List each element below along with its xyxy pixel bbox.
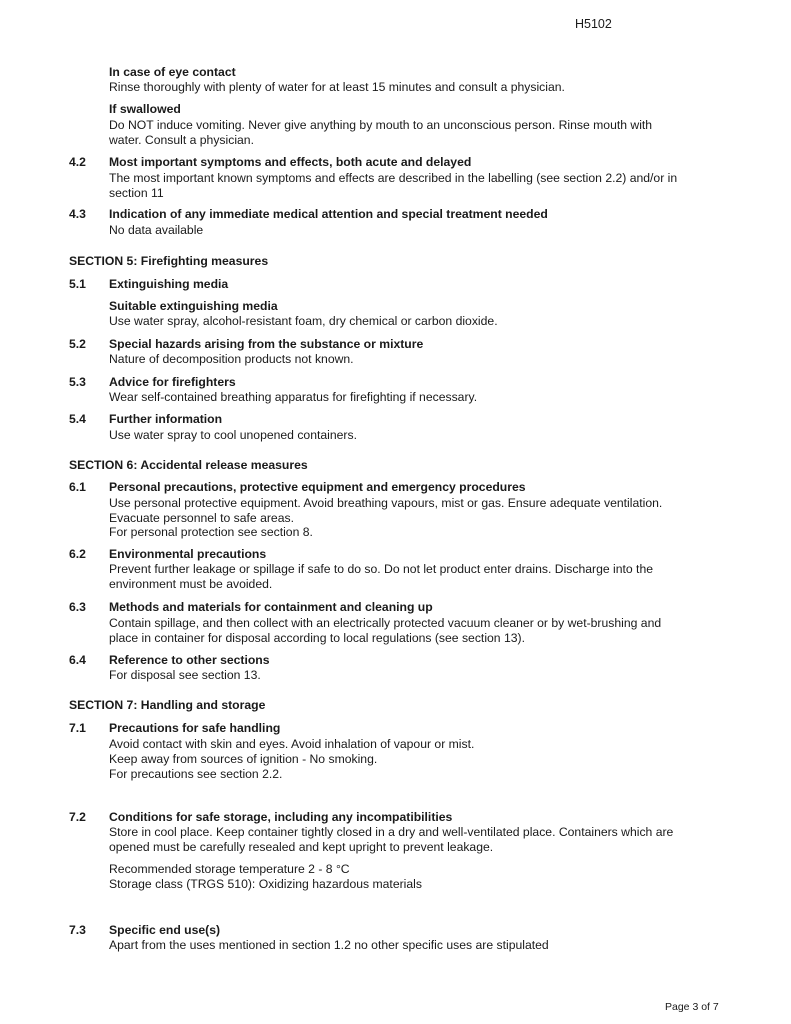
section-5-heading: SECTION 5: Firefighting measures bbox=[69, 254, 269, 268]
section-text-7-3: Apart from the uses mentioned in section 1.2 no other specific uses are stipulated bbox=[109, 938, 549, 952]
section-text-7-2-storage-temp: Recommended storage temperature 2 - 8 °C bbox=[109, 862, 350, 876]
section-number-7-1: 7.1 bbox=[69, 721, 86, 735]
section-number-7-2: 7.2 bbox=[69, 810, 86, 824]
section-title-6-1: Personal precautions, protective equipment and emergency procedures bbox=[109, 480, 526, 494]
section-text-5-2: Nature of decomposition products not known. bbox=[109, 352, 354, 366]
section-title-7-1: Precautions for safe handling bbox=[109, 721, 281, 735]
section-text-7-2-line1: Store in cool place. Keep container tightly closed in a dry and well-ventilated place. Containers which are bbox=[109, 825, 674, 839]
section-text-7-2-storage-class: Storage class (TRGS 510): Oxidizing hazardous materials bbox=[109, 877, 422, 891]
section-number-5-2: 5.2 bbox=[69, 337, 86, 351]
section-number-6-3: 6.3 bbox=[69, 600, 86, 614]
section-title-5-3: Advice for firefighters bbox=[109, 375, 236, 389]
section-number-6-4: 6.4 bbox=[69, 653, 86, 667]
section-text-6-2-line2: environment must be avoided. bbox=[109, 577, 273, 591]
section-number-6-2: 6.2 bbox=[69, 547, 86, 561]
section-text-6-1-line3: For personal protection see section 8. bbox=[109, 525, 313, 539]
section-number-4-3: 4.3 bbox=[69, 207, 86, 221]
section-7-heading: SECTION 7: Handling and storage bbox=[69, 698, 266, 712]
section-text-6-1-line1: Use personal protective equipment. Avoid breathing vapours, mist or gas. Ensure adequate ventilation. bbox=[109, 496, 663, 510]
section-number-7-3: 7.3 bbox=[69, 923, 86, 937]
section-title-6-4: Reference to other sections bbox=[109, 653, 270, 667]
section-text-6-3-line1: Contain spillage, and then collect with an electrically protected vacuum cleaner or by wet-brushing and bbox=[109, 616, 662, 630]
swallowed-text-line1: Do NOT induce vomiting. Never give anything by mouth to an unconscious person. Rinse mouth with bbox=[109, 118, 653, 132]
section-title-7-2: Conditions for safe storage, including any incompatibilities bbox=[109, 810, 453, 824]
swallowed-title: If swallowed bbox=[109, 102, 181, 116]
section-text-6-1-line2: Evacuate personnel to safe areas. bbox=[109, 511, 294, 525]
section-text-7-1-line2: Keep away from sources of ignition - No smoking. bbox=[109, 752, 378, 766]
swallowed-text-line2: water. Consult a physician. bbox=[109, 133, 254, 147]
section-text-5-3: Wear self-contained breathing apparatus for firefighting if necessary. bbox=[109, 390, 478, 404]
section-number-5-3: 5.3 bbox=[69, 375, 86, 389]
page-header-doc-code: H5102 bbox=[575, 17, 612, 31]
section-text-5-1: Use water spray, alcohol-resistant foam, dry chemical or carbon dioxide. bbox=[109, 314, 498, 328]
section-text-4-2-line1: The most important known symptoms and effects are described in the labelling (see section 2.2) and/or in bbox=[109, 171, 678, 185]
section-title-7-3: Specific end use(s) bbox=[109, 923, 221, 937]
eye-contact-title: In case of eye contact bbox=[109, 65, 236, 79]
section-text-6-4: For disposal see section 13. bbox=[109, 668, 261, 682]
section-text-4-3: No data available bbox=[109, 223, 204, 237]
section-text-7-1-line3: For precautions see section 2.2. bbox=[109, 767, 283, 781]
section-title-6-2: Environmental precautions bbox=[109, 547, 267, 561]
section-text-6-3-line2: place in container for disposal according to local regulations (see section 13). bbox=[109, 631, 525, 645]
section-text-7-2-line2: opened must be carefully resealed and kept upright to prevent leakage. bbox=[109, 840, 494, 854]
section-text-4-2-line2: section 11 bbox=[109, 186, 164, 200]
section-title-4-3: Indication of any immediate medical attention and special treatment needed bbox=[109, 207, 548, 221]
section-text-5-4: Use water spray to cool unopened containers. bbox=[109, 428, 357, 442]
section-title-6-3: Methods and materials for containment and cleaning up bbox=[109, 600, 433, 614]
section-title-5-4: Further information bbox=[109, 412, 223, 426]
page-number-footer: Page 3 of 7 bbox=[665, 1001, 719, 1013]
section-text-6-2-line1: Prevent further leakage or spillage if safe to do so. Do not let product enter drains. Discharge into the bbox=[109, 562, 654, 576]
section-title-5-1: Extinguishing media bbox=[109, 277, 229, 291]
section-title-5-2: Special hazards arising from the substance or mixture bbox=[109, 337, 424, 351]
section-number-4-2: 4.2 bbox=[69, 155, 86, 169]
section-number-5-1: 5.1 bbox=[69, 277, 86, 291]
eye-contact-text: Rinse thoroughly with plenty of water for at least 15 minutes and consult a physician. bbox=[109, 80, 565, 94]
section-text-7-1-line1: Avoid contact with skin and eyes. Avoid inhalation of vapour or mist. bbox=[109, 737, 475, 751]
section-number-6-1: 6.1 bbox=[69, 480, 86, 494]
section-title-4-2: Most important symptoms and effects, both acute and delayed bbox=[109, 155, 472, 169]
section-number-5-4: 5.4 bbox=[69, 412, 86, 426]
section-6-heading: SECTION 6: Accidental release measures bbox=[69, 458, 308, 472]
section-subtitle-5-1: Suitable extinguishing media bbox=[109, 299, 278, 313]
